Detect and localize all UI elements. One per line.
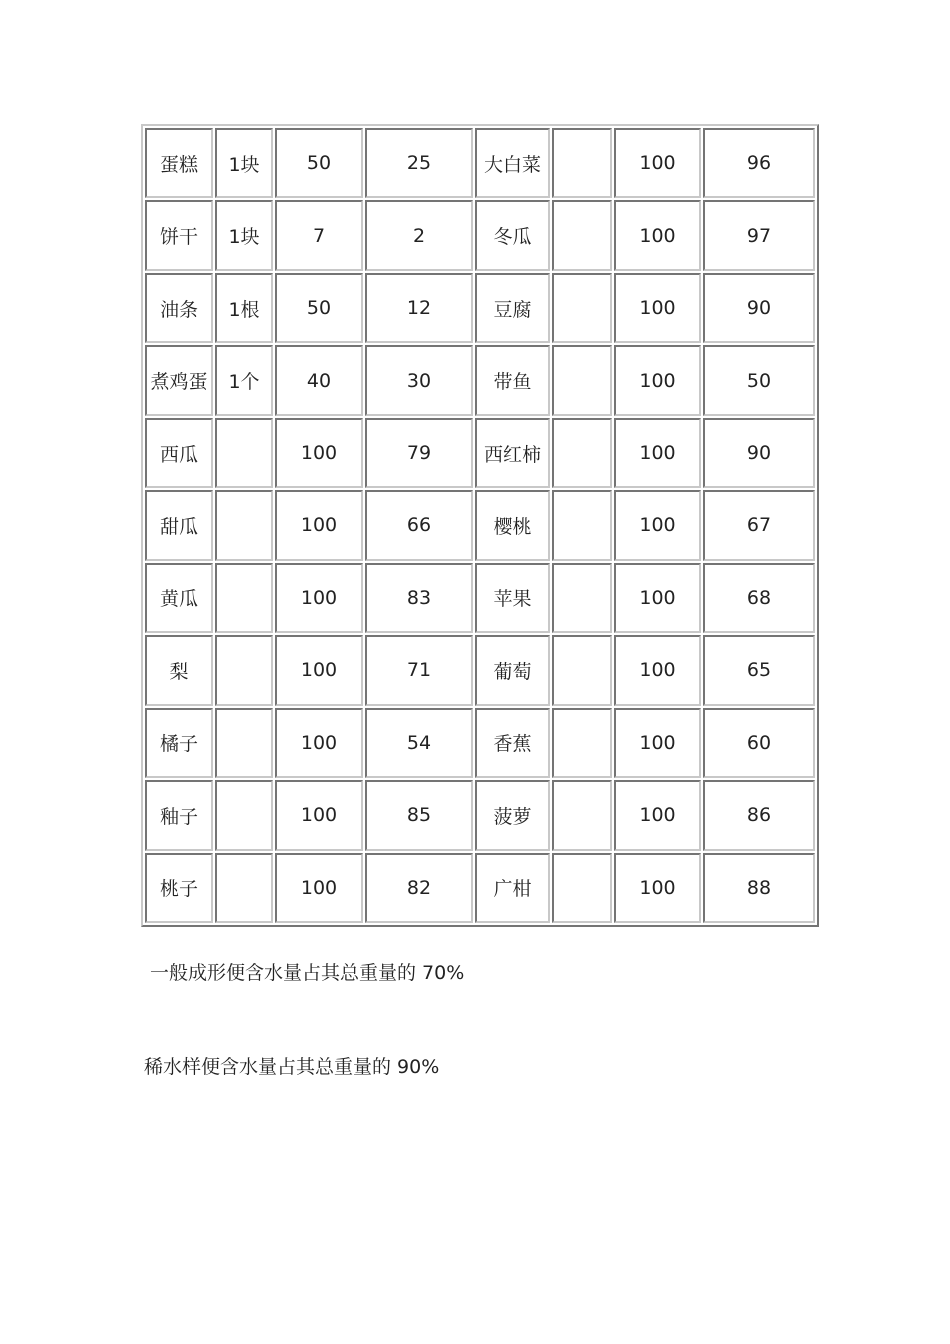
weight-cell: 50 <box>275 273 363 343</box>
water-content-cell: 85 <box>365 780 473 850</box>
unit-cell <box>215 635 273 705</box>
weight-cell: 100 <box>614 708 701 778</box>
loose-stool-note: 稀水样便含水量占其总重量的 90% <box>144 1056 440 1078</box>
water-content-cell: 54 <box>365 708 473 778</box>
weight-cell: 40 <box>275 345 363 415</box>
unit-cell <box>215 490 273 560</box>
weight-cell: 100 <box>275 708 363 778</box>
food-name-cell: 香蕉 <box>475 708 550 778</box>
weight-cell: 50 <box>275 128 363 198</box>
water-content-cell: 50 <box>703 345 815 415</box>
unit-cell <box>552 273 612 343</box>
food-name-cell: 冬瓜 <box>475 200 550 270</box>
table-row <box>145 128 815 198</box>
unit-cell: 1个 <box>215 345 273 415</box>
table-row <box>145 490 815 560</box>
unit-cell <box>552 128 612 198</box>
water-content-cell: 65 <box>703 635 815 705</box>
food-water-content-table <box>141 124 819 927</box>
weight-cell: 100 <box>614 200 701 270</box>
water-content-cell: 88 <box>703 853 815 923</box>
unit-cell <box>215 418 273 488</box>
weight-cell: 100 <box>614 635 701 705</box>
food-name-cell: 菠萝 <box>475 780 550 850</box>
food-name-cell: 蛋糕 <box>145 128 213 198</box>
unit-cell <box>552 490 612 560</box>
water-content-cell: 12 <box>365 273 473 343</box>
food-name-cell: 樱桃 <box>475 490 550 560</box>
unit-cell: 1根 <box>215 273 273 343</box>
unit-cell: 1块 <box>215 200 273 270</box>
water-content-cell: 25 <box>365 128 473 198</box>
weight-cell: 100 <box>275 780 363 850</box>
table-row <box>145 200 815 270</box>
food-name-cell: 釉子 <box>145 780 213 850</box>
food-name-cell: 甜瓜 <box>145 490 213 560</box>
water-content-cell: 82 <box>365 853 473 923</box>
table-row <box>145 345 815 415</box>
water-content-cell: 79 <box>365 418 473 488</box>
weight-cell: 100 <box>275 418 363 488</box>
food-name-cell: 油条 <box>145 273 213 343</box>
water-content-cell: 2 <box>365 200 473 270</box>
unit-cell: 1块 <box>215 128 273 198</box>
weight-cell: 7 <box>275 200 363 270</box>
table-row <box>145 418 815 488</box>
food-name-cell: 带鱼 <box>475 345 550 415</box>
weight-cell: 100 <box>614 780 701 850</box>
table-row <box>145 708 815 778</box>
water-content-cell: 60 <box>703 708 815 778</box>
water-content-cell: 83 <box>365 563 473 633</box>
unit-cell <box>552 563 612 633</box>
weight-cell: 100 <box>614 563 701 633</box>
food-name-cell: 饼干 <box>145 200 213 270</box>
unit-cell <box>215 563 273 633</box>
water-content-cell: 66 <box>365 490 473 560</box>
water-content-cell: 97 <box>703 200 815 270</box>
table-body <box>145 128 815 923</box>
food-name-cell: 广柑 <box>475 853 550 923</box>
unit-cell <box>552 708 612 778</box>
weight-cell: 100 <box>614 490 701 560</box>
unit-cell <box>552 780 612 850</box>
weight-cell: 100 <box>614 418 701 488</box>
table-row <box>145 853 815 923</box>
weight-cell: 100 <box>275 635 363 705</box>
table-row <box>145 780 815 850</box>
water-content-cell: 90 <box>703 273 815 343</box>
food-name-cell: 橘子 <box>145 708 213 778</box>
unit-cell <box>552 200 612 270</box>
food-name-cell: 桃子 <box>145 853 213 923</box>
water-content-cell: 71 <box>365 635 473 705</box>
unit-cell <box>552 853 612 923</box>
food-name-cell: 豆腐 <box>475 273 550 343</box>
food-name-cell: 黄瓜 <box>145 563 213 633</box>
water-content-cell: 90 <box>703 418 815 488</box>
food-name-cell: 西红柿 <box>475 418 550 488</box>
water-content-cell: 30 <box>365 345 473 415</box>
water-content-cell: 86 <box>703 780 815 850</box>
food-name-cell: 煮鸡蛋 <box>145 345 213 415</box>
unit-cell <box>552 635 612 705</box>
water-content-cell: 68 <box>703 563 815 633</box>
weight-cell: 100 <box>275 853 363 923</box>
weight-cell: 100 <box>275 563 363 633</box>
food-name-cell: 葡萄 <box>475 635 550 705</box>
weight-cell: 100 <box>614 345 701 415</box>
food-name-cell: 大白菜 <box>475 128 550 198</box>
water-content-cell: 96 <box>703 128 815 198</box>
unit-cell <box>215 780 273 850</box>
weight-cell: 100 <box>614 853 701 923</box>
unit-cell <box>552 345 612 415</box>
unit-cell <box>552 418 612 488</box>
water-content-cell: 67 <box>703 490 815 560</box>
table-row <box>145 635 815 705</box>
table-row <box>145 563 815 633</box>
weight-cell: 100 <box>614 128 701 198</box>
food-name-cell: 苹果 <box>475 563 550 633</box>
food-name-cell: 梨 <box>145 635 213 705</box>
formed-stool-note: 一般成形便含水量占其总重量的 70% <box>150 962 465 984</box>
unit-cell <box>215 708 273 778</box>
food-name-cell: 西瓜 <box>145 418 213 488</box>
weight-cell: 100 <box>614 273 701 343</box>
weight-cell: 100 <box>275 490 363 560</box>
unit-cell <box>215 853 273 923</box>
table-row <box>145 273 815 343</box>
